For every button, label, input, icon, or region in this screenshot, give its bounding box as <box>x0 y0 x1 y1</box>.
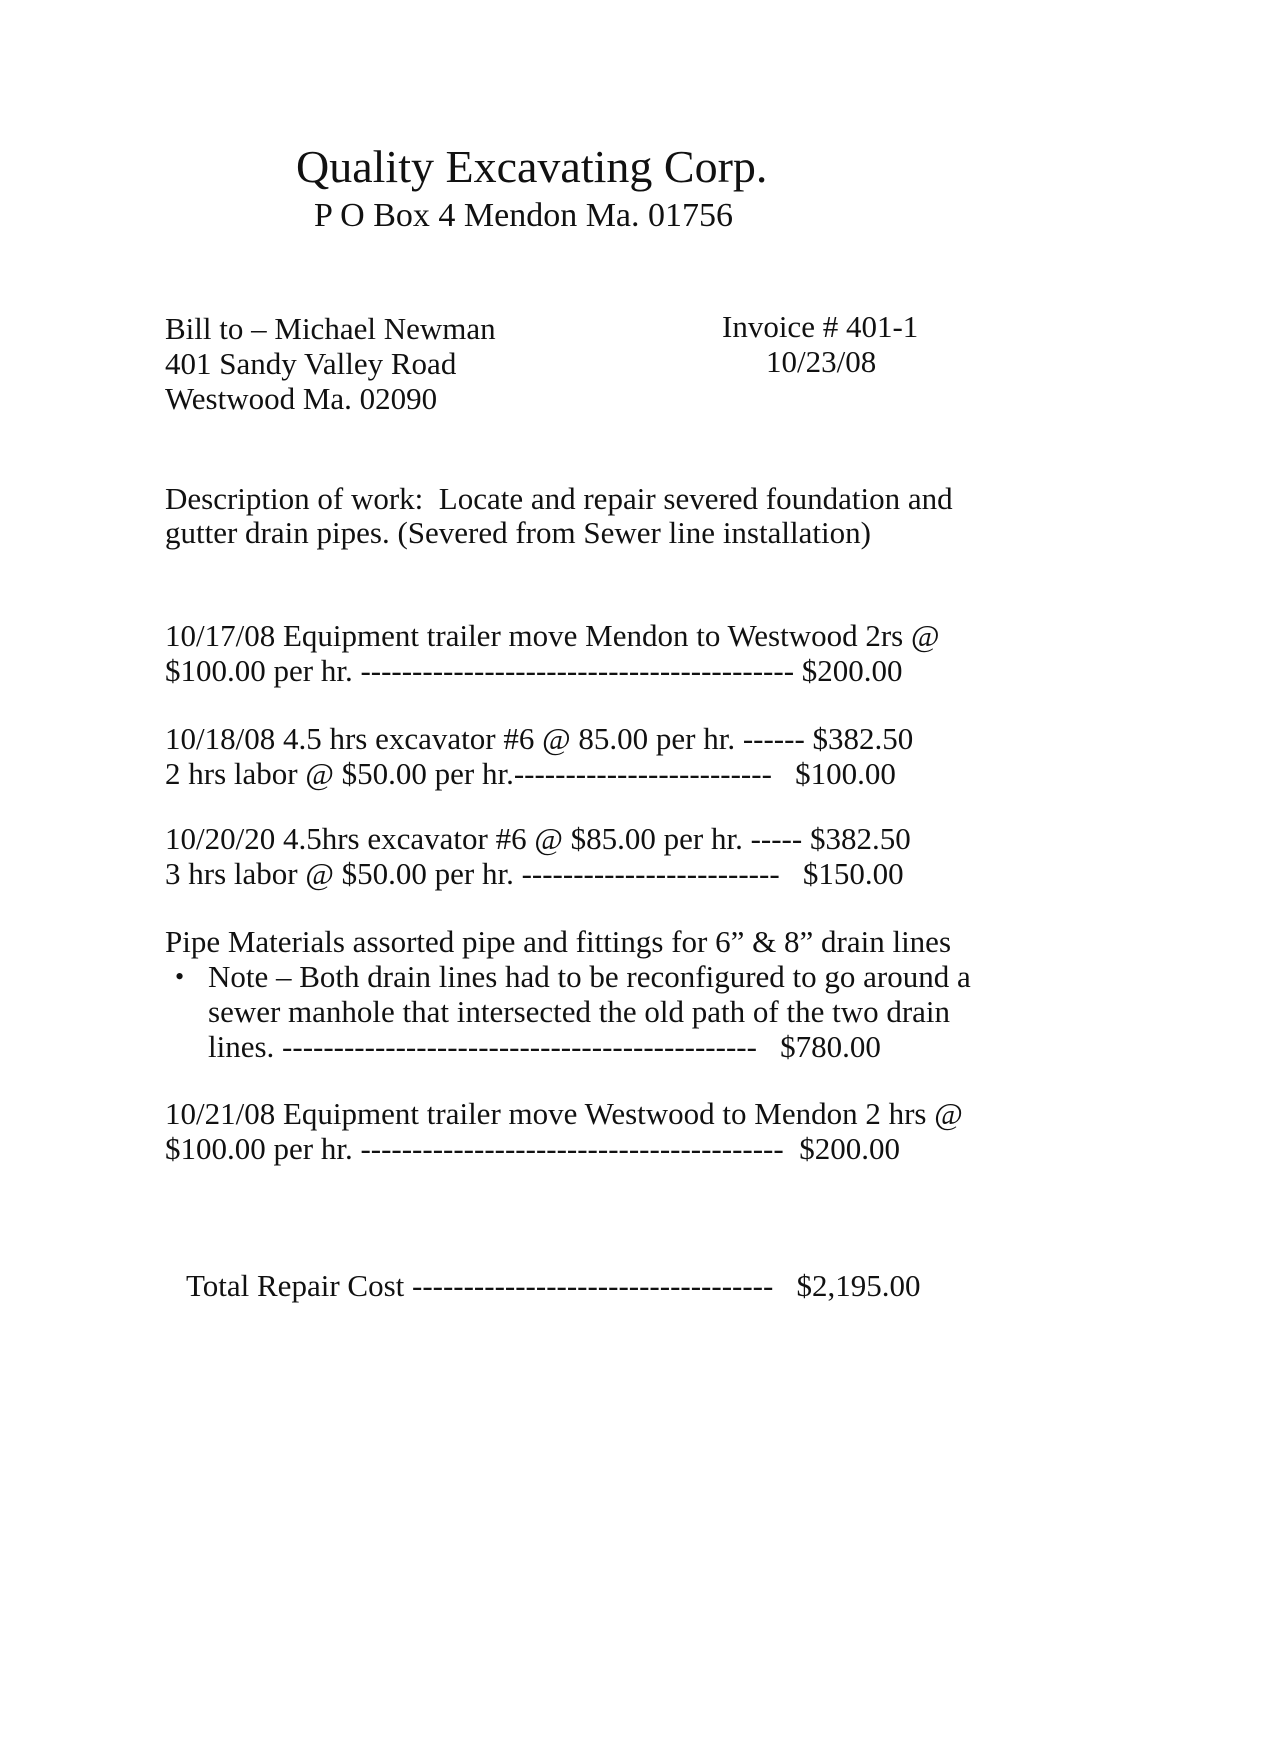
bill-to-name: Bill to – Michael Newman <box>165 311 496 346</box>
total-repair-cost: Total Repair Cost ----------------------------------- $2,195.00 <box>186 1268 921 1303</box>
day2-excavator-line: 10/20/20 4.5hrs excavator #6 @ $85.00 per hr. ----- $382.50 <box>165 821 911 856</box>
materials-line: Pipe Materials assorted pipe and fittings for 6” & 8” drain lines <box>165 924 952 959</box>
materials-note-line-1: Note – Both drain lines had to be reconfigured to go around a <box>208 959 971 994</box>
company-name: Quality Excavating Corp. <box>296 141 768 192</box>
trailer-out-line-2: $100.00 per hr. ------------------------------------------ $200.00 <box>165 653 903 688</box>
materials-note-line-2: sewer manhole that intersected the old path of the two drain <box>208 994 951 1029</box>
trailer-out-line-1: 10/17/08 Equipment trailer move Mendon to Westwood 2rs @ <box>165 618 940 653</box>
company-address: P O Box 4 Mendon Ma. 01756 <box>314 197 734 234</box>
description-line-2: gutter drain pipes. (Severed from Sewer line installation) <box>165 515 871 550</box>
trailer-back-line-1: 10/21/08 Equipment trailer move Westwood to Mendon 2 hrs @ <box>165 1096 963 1131</box>
day1-excavator-line: 10/18/08 4.5 hrs excavator #6 @ 85.00 per hr. ------ $382.50 <box>165 721 914 756</box>
invoice-date: 10/23/08 <box>766 344 877 379</box>
bullet-icon: • <box>175 962 185 991</box>
day2-labor-line: 3 hrs labor @ $50.00 per hr. ------------------------- $150.00 <box>165 856 904 891</box>
trailer-back-line-2: $100.00 per hr. ----------------------------------------- $200.00 <box>165 1131 900 1166</box>
description-line-1: Description of work: Locate and repair severed foundation and <box>165 481 953 516</box>
day1-labor-line: 2 hrs labor @ $50.00 per hr.------------------------- $100.00 <box>165 756 896 791</box>
invoice-number: Invoice # 401-1 <box>722 309 919 344</box>
materials-note-line-3: lines. ---------------------------------------------- $780.00 <box>208 1029 881 1064</box>
bill-to-city: Westwood Ma. 02090 <box>165 381 438 416</box>
bill-to-street: 401 Sandy Valley Road <box>165 346 457 381</box>
